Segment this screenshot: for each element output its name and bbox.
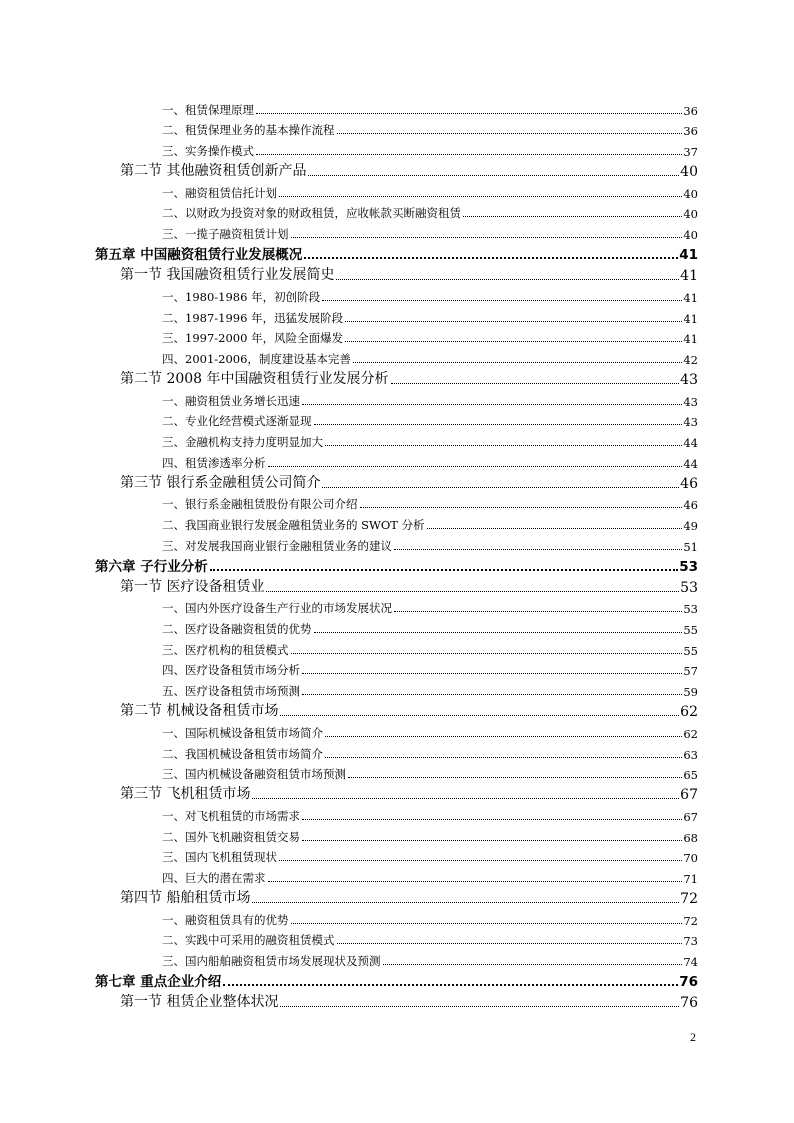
dot-leader xyxy=(353,362,682,363)
toc-entry-page: 40 xyxy=(680,164,698,181)
toc-entry-page: 37 xyxy=(683,145,698,160)
dot-leader xyxy=(325,757,682,758)
dot-leader xyxy=(268,881,683,882)
dot-leader xyxy=(308,175,679,176)
dot-leader xyxy=(302,673,682,674)
toc-subsection[interactable] xyxy=(95,824,698,845)
toc-subsection[interactable] xyxy=(95,284,698,305)
toc-subsection[interactable] xyxy=(95,678,698,699)
toc-subsection[interactable] xyxy=(95,762,698,783)
page-number: 2 xyxy=(690,1030,696,1044)
toc-entry-page: 36 xyxy=(683,124,698,139)
toc-subsection[interactable] xyxy=(95,616,698,637)
dot-leader xyxy=(268,466,683,467)
toc-entry-title: 五、医疗设备租赁市场预测 xyxy=(162,684,300,699)
dot-leader xyxy=(280,715,679,716)
toc-entry-title: 三、金融机构支持力度明显加大 xyxy=(162,434,323,449)
toc-subsection[interactable] xyxy=(95,533,698,554)
toc-entry-title: 四、2001-2006，制度建设基本完善 xyxy=(162,351,351,366)
toc-entry-page: 53 xyxy=(679,558,698,575)
dot-leader xyxy=(223,984,678,986)
dot-leader xyxy=(291,237,683,238)
dot-leader xyxy=(210,569,679,571)
toc-entry-title: 第四节 船舶租赁市场 xyxy=(120,889,251,906)
toc-subsection[interactable] xyxy=(95,948,698,969)
toc-section[interactable] xyxy=(95,886,698,907)
dot-leader xyxy=(336,279,679,280)
toc-entry-title: 一、1980-1986 年，初创阶段 xyxy=(162,289,321,304)
toc-entry-page: 68 xyxy=(683,830,698,845)
toc-entry-title: 第二节 机械设备租赁市场 xyxy=(120,703,279,720)
toc-subsection[interactable] xyxy=(95,409,698,430)
toc-entry-title: 三、医疗机构的租赁模式 xyxy=(162,642,289,657)
toc-chapter[interactable] xyxy=(95,242,698,263)
toc-section[interactable] xyxy=(95,699,698,720)
toc-entry-page: 46 xyxy=(680,475,698,492)
toc-section[interactable] xyxy=(95,367,698,388)
dot-leader xyxy=(256,154,682,155)
toc-subsection[interactable] xyxy=(95,741,698,762)
dot-leader xyxy=(291,653,683,654)
toc-entry-title: 三、一揽子融资租赁计划 xyxy=(162,227,289,242)
toc-entry-title: 第七章 重点企业介绍 xyxy=(95,974,222,990)
toc-entry-page: 40 xyxy=(683,186,698,201)
toc-subsection[interactable] xyxy=(95,180,698,201)
dot-leader xyxy=(394,611,682,612)
toc-entry-title: 一、融资租赁信托计划 xyxy=(162,185,277,200)
toc-entry-title: 二、以财政为投资对象的财政租赁，应收帐款买断融资租赁 xyxy=(162,206,461,221)
toc-entry-page: 43 xyxy=(683,394,698,409)
dot-leader xyxy=(279,860,682,861)
dot-leader xyxy=(256,113,682,114)
toc-entry-page: 62 xyxy=(683,726,698,741)
toc-entry-title: 一、租赁保理原理 xyxy=(162,102,254,117)
toc-entry-title: 一、融资租赁业务增长迅速 xyxy=(162,393,300,408)
dot-leader xyxy=(360,507,683,508)
toc-subsection[interactable] xyxy=(95,305,698,326)
toc-entry-page: 40 xyxy=(683,207,698,222)
toc-subsection[interactable] xyxy=(95,346,698,367)
toc-entry-page: 44 xyxy=(683,435,698,450)
dot-leader xyxy=(383,964,683,965)
toc-entry-page: 43 xyxy=(683,415,698,430)
toc-entry-page: 65 xyxy=(683,768,698,783)
toc-subsection[interactable] xyxy=(95,803,698,824)
toc-entry-page: 51 xyxy=(683,539,698,554)
toc-entry-page: 74 xyxy=(683,955,698,969)
toc-entry-title: 四、租赁渗透率分析 xyxy=(162,455,266,470)
dot-leader xyxy=(427,528,683,529)
toc-subsection[interactable] xyxy=(95,658,698,679)
toc-entry-page: 41 xyxy=(680,268,698,285)
toc-subsection[interactable] xyxy=(95,221,698,242)
toc-entry-title: 二、租赁保理业务的基本操作流程 xyxy=(162,123,335,138)
dot-leader xyxy=(302,840,682,841)
toc-entry-title: 第五章 中国融资租赁行业发展概况 xyxy=(95,247,303,264)
toc-entry-title: 三、国内机械设备融资租赁市场预测 xyxy=(162,767,346,782)
toc-subsection[interactable] xyxy=(95,865,698,886)
toc-entry-title: 四、巨大的潜在需求 xyxy=(162,870,266,885)
toc-entry-page: 53 xyxy=(683,602,698,617)
toc-subsection[interactable] xyxy=(95,845,698,866)
toc-entry-title: 三、国内船舶融资租赁市场发展现状及预测 xyxy=(162,954,381,968)
toc-entry-title: 三、对发展我国商业银行金融租赁业务的建议 xyxy=(162,538,392,553)
dot-leader xyxy=(325,736,682,737)
toc-entry-page: 41 xyxy=(679,247,698,264)
toc-entry-title: 三、1997-2000 年，风险全面爆发 xyxy=(162,331,344,346)
toc-entry-page: 55 xyxy=(683,643,698,658)
toc-entry-title: 二、我国机械设备租赁市场简介 xyxy=(162,746,323,761)
dot-leader xyxy=(337,133,683,134)
toc-entry-title: 第一节 医疗设备租赁业 xyxy=(120,578,265,595)
toc-entry-title: 二、医疗设备融资租赁的优势 xyxy=(162,622,312,637)
dot-leader xyxy=(302,694,682,695)
toc-subsection[interactable] xyxy=(95,928,698,949)
toc-entry-title: 一、银行系金融租赁股份有限公司介绍 xyxy=(162,497,358,512)
dot-leader xyxy=(345,321,682,322)
dot-leader xyxy=(394,549,682,550)
dot-leader xyxy=(302,819,682,820)
toc-entry-page: 43 xyxy=(680,371,698,388)
toc-subsection[interactable] xyxy=(95,907,698,928)
toc-entry-page: 73 xyxy=(683,934,698,949)
dot-leader xyxy=(348,777,682,778)
toc-subsection[interactable] xyxy=(95,138,698,159)
toc-subsection[interactable] xyxy=(95,492,698,513)
dot-leader xyxy=(252,902,679,903)
toc-subsection[interactable] xyxy=(95,201,698,222)
toc-entry-title: 二、实践中可采用的融资租赁模式 xyxy=(162,933,335,948)
dot-leader xyxy=(266,591,679,592)
dot-leader xyxy=(322,487,679,488)
toc-entry-title: 第六章 子行业分析 xyxy=(95,558,208,575)
toc-subsection[interactable] xyxy=(95,512,698,533)
toc-entry-page: 40 xyxy=(683,228,698,243)
toc-entry-page: 76 xyxy=(680,995,698,1011)
toc-entry-page: 72 xyxy=(680,890,698,907)
toc-entry-page: 63 xyxy=(683,747,698,762)
toc-entry-page: 44 xyxy=(683,456,698,471)
toc-entry-page: 41 xyxy=(683,332,698,347)
toc-section[interactable] xyxy=(95,575,698,596)
toc-subsection[interactable] xyxy=(95,429,698,450)
toc-entry-title: 第三节 银行系金融租赁公司简介 xyxy=(120,474,321,491)
toc-entry-page: 62 xyxy=(680,704,698,721)
dot-leader xyxy=(279,196,682,197)
toc-entry-page: 53 xyxy=(680,579,698,596)
toc-section[interactable] xyxy=(95,263,698,284)
toc-chapter[interactable] xyxy=(95,969,698,990)
toc-entry-page: 67 xyxy=(680,787,698,804)
toc-entry-title: 二、我国商业银行发展金融租赁业务的 SWOT 分析 xyxy=(162,518,425,532)
dot-leader xyxy=(322,300,682,301)
toc-entry-title: 一、国际机械设备租赁市场简介 xyxy=(162,725,323,740)
toc-subsection[interactable] xyxy=(95,118,698,139)
toc-entry-title: 二、国外飞机融资租赁交易 xyxy=(162,829,300,844)
toc-entry-page: 70 xyxy=(683,851,698,866)
dot-leader xyxy=(291,923,683,924)
toc-entry-page: 59 xyxy=(683,685,698,700)
dot-leader xyxy=(302,404,682,405)
toc-entry-title: 二、1987-1996 年，迅猛发展阶段 xyxy=(162,310,344,325)
toc-section[interactable] xyxy=(95,782,698,803)
toc-entry-title: 第一节 租赁企业整体状况 xyxy=(120,994,279,1010)
toc-entry-page: 71 xyxy=(683,871,698,886)
toc-section[interactable] xyxy=(95,159,698,180)
dot-leader xyxy=(391,383,680,384)
toc-entry-title: 三、实务操作模式 xyxy=(162,144,254,159)
toc-entry-page: 72 xyxy=(683,913,698,928)
dot-leader xyxy=(337,943,683,944)
toc-entry-title: 三、国内飞机租赁现状 xyxy=(162,850,277,865)
toc-subsection[interactable] xyxy=(95,596,698,617)
toc-subsection[interactable] xyxy=(95,388,698,409)
toc-entry-title: 一、国内外医疗设备生产行业的市场发展状况 xyxy=(162,601,392,616)
table-of-contents xyxy=(95,97,698,1011)
toc-entry-title: 第三节 飞机租赁市场 xyxy=(120,786,251,803)
dot-leader xyxy=(463,216,682,217)
dot-leader xyxy=(280,1006,679,1007)
toc-subsection[interactable] xyxy=(95,720,698,741)
toc-entry-page: 55 xyxy=(683,623,698,638)
toc-entry-title: 第一节 我国融资租赁行业发展简史 xyxy=(120,267,335,284)
toc-chapter[interactable] xyxy=(95,554,698,575)
toc-subsection[interactable] xyxy=(95,450,698,471)
toc-entry-title: 四、医疗设备租赁市场分析 xyxy=(162,663,300,678)
toc-entry-title: 一、对飞机租赁的市场需求 xyxy=(162,808,300,823)
toc-subsection[interactable] xyxy=(95,637,698,658)
toc-subsection[interactable] xyxy=(95,97,698,118)
toc-entry-page: 36 xyxy=(683,103,698,118)
toc-entry-title: 第二节 其他融资租赁创新产品 xyxy=(120,163,307,180)
toc-entry-page: 46 xyxy=(683,498,698,513)
toc-entry-title: 第二节 2008 年中国融资租赁行业发展分析 xyxy=(120,370,389,387)
toc-section[interactable] xyxy=(95,990,698,1011)
toc-entry-page: 67 xyxy=(683,809,698,824)
dot-leader xyxy=(345,341,682,342)
toc-entry-page: 76 xyxy=(679,974,698,990)
toc-entry-title: 二、专业化经营模式逐渐显现 xyxy=(162,414,312,429)
dot-leader xyxy=(325,445,682,446)
toc-entry-page: 41 xyxy=(683,311,698,326)
toc-entry-title: 一、融资租赁具有的优势 xyxy=(162,912,289,927)
toc-subsection[interactable] xyxy=(95,326,698,347)
dot-leader xyxy=(252,798,679,799)
toc-entry-page: 57 xyxy=(683,664,698,679)
toc-entry-page: 41 xyxy=(683,290,698,305)
dot-leader xyxy=(304,257,678,259)
dot-leader xyxy=(314,632,683,633)
toc-entry-page: 42 xyxy=(683,352,698,367)
toc-entry-page: 49 xyxy=(683,519,698,533)
toc-section[interactable] xyxy=(95,471,698,492)
dot-leader xyxy=(314,424,683,425)
